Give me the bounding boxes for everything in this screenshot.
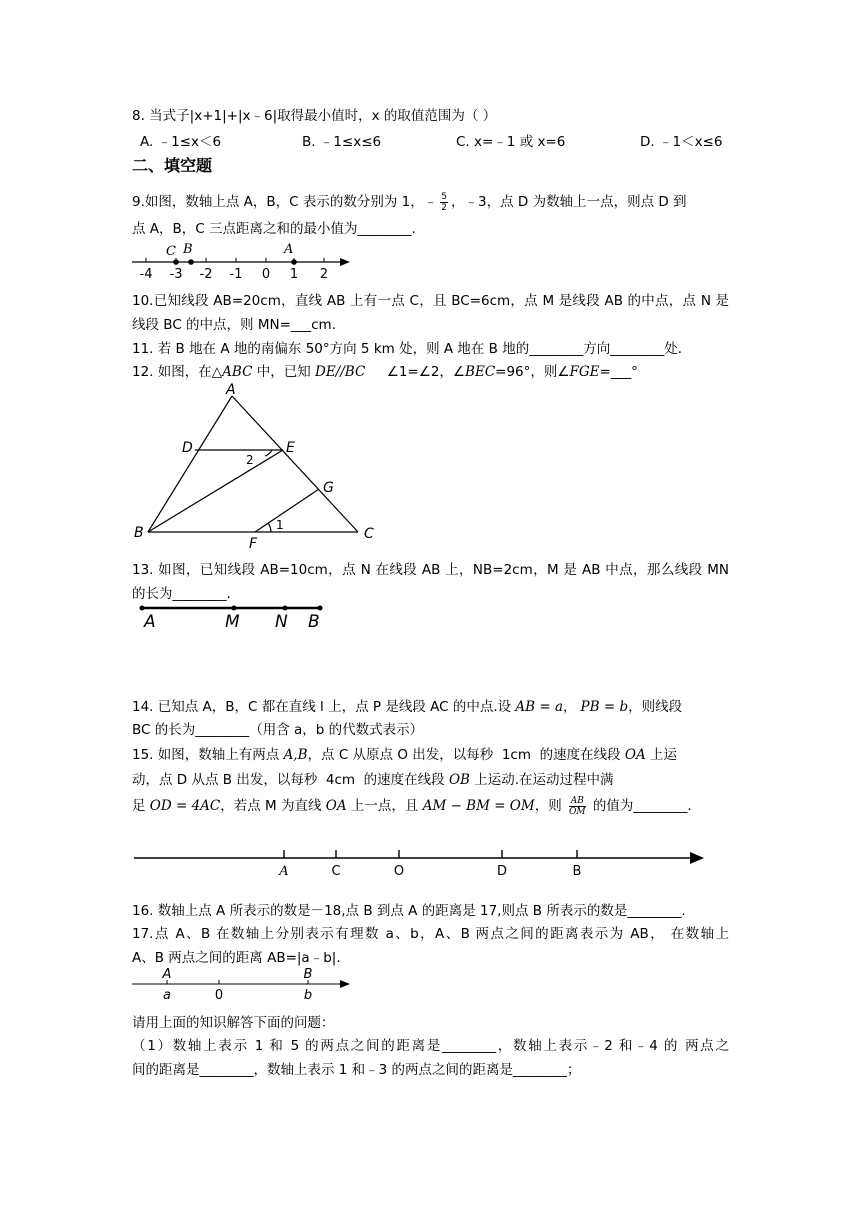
q12-label-e: E bbox=[286, 440, 295, 456]
q12-segment-fg bbox=[255, 489, 319, 532]
q11-line1: 11. 若 B 地在 A 地的南偏东 50°方向 5 km 处，则 A 地在 B 地的________方向________处. bbox=[132, 341, 683, 357]
q15-label-d: D bbox=[496, 864, 508, 879]
q17-line2: A、B 两点之间的距离 AB=|a﹣b|. bbox=[132, 950, 341, 966]
q14-math-ab: AB = a bbox=[515, 699, 564, 715]
q12-label-f: F bbox=[249, 536, 258, 552]
q9-tick-label: -1 bbox=[229, 267, 243, 282]
q14-text-1: 14. 已知点 A，B，C 都在直线 l 上，点 P 是线段 AC 的中点.设 bbox=[132, 699, 516, 715]
q12-label-a: A bbox=[226, 382, 236, 398]
q15-label-o: O bbox=[393, 864, 405, 879]
q9-text-b: ，﹣3，点 D 为数轴上一点，则点 D 到 bbox=[451, 194, 687, 210]
q15-label-b: B bbox=[572, 864, 582, 879]
q17-label-b-upper: B bbox=[303, 967, 313, 982]
q12-label-c: C bbox=[364, 526, 374, 542]
q17-line1: 17.点 A、B 在数轴上分别表示有理数 a、b，A、B 两点之间的距离表示为 AB， 在数轴上 bbox=[132, 926, 729, 942]
q15-axis-arrow bbox=[690, 852, 704, 864]
q9-label-b: B bbox=[183, 242, 193, 257]
q15-text-8: 上一点，且 bbox=[346, 798, 423, 814]
q8-option-b: B. ﹣1≤x≤6 bbox=[302, 134, 382, 150]
q15-math-ob: OB bbox=[448, 772, 470, 788]
q9-tick-label: -2 bbox=[199, 267, 213, 282]
q9-tick-label: 1 bbox=[289, 267, 299, 282]
q13-line2: 的长为________. bbox=[132, 586, 231, 602]
q15-text-1: 15. 如图，数轴上有两点 bbox=[132, 747, 284, 763]
q17-number-line-figure bbox=[130, 966, 360, 1006]
q15-number-line-figure bbox=[130, 835, 710, 881]
q13-segment-figure bbox=[130, 600, 330, 632]
q15-math-od: OD = 4AC bbox=[149, 798, 221, 814]
q17-sub1-line2: 间的距离是________，数轴上表示 1 和﹣3 的两点之间的距离是________； bbox=[132, 1062, 581, 1078]
q15-line3 bbox=[132, 794, 692, 817]
q9-tick-label: 2 bbox=[319, 267, 329, 282]
q15-text-10: 的值为________. bbox=[588, 798, 692, 814]
q13-point-a bbox=[140, 606, 145, 611]
q13-label-m: M bbox=[225, 612, 240, 632]
q12-label-angle1: 1 bbox=[276, 518, 284, 532]
q15-text-3: 上运 bbox=[645, 747, 677, 763]
q14-text-3: ，则线段 bbox=[628, 699, 683, 715]
q13-point-m bbox=[232, 606, 237, 611]
q9-tick-label: -3 bbox=[169, 267, 183, 282]
q13-line1: 13. 如图，已知线段 AB=10cm，点 N 在线段 AB 上，NB=2cm，M 是 AB 中点，那么线段 MN bbox=[132, 562, 729, 578]
q9-number-line-figure bbox=[128, 240, 358, 282]
q15-frac-den: OM bbox=[569, 806, 586, 817]
q15-math-ab: A,B bbox=[283, 747, 308, 763]
q14-line1 bbox=[132, 695, 682, 715]
q12-label-d: D bbox=[182, 440, 193, 456]
q12-text-5: =___° bbox=[599, 364, 638, 380]
q12-text-1: 12. 如图，在△ bbox=[132, 364, 223, 380]
q17-label-a-upper: A bbox=[162, 967, 172, 982]
q15-text-9: ，则 bbox=[534, 798, 566, 814]
q17-label-b-lower: b bbox=[303, 988, 313, 1003]
q17-sub1-line1: （1）数轴上表示 1 和 5 的两点之间的距离是________，数轴上表示﹣2 和﹣4 的 两点之 bbox=[132, 1038, 729, 1054]
q14-text-2: ， bbox=[563, 699, 577, 715]
q15-label-a: A bbox=[279, 864, 289, 879]
q9-label-a: A bbox=[284, 242, 294, 257]
q9-point-c-dot bbox=[173, 259, 179, 265]
q13-label-n: N bbox=[275, 612, 288, 632]
q15-math-am-bm: AM − BM = OM bbox=[422, 798, 535, 814]
q12-label-angle2: 2 bbox=[246, 453, 254, 467]
q15-fraction bbox=[569, 796, 586, 817]
q13-label-b: B bbox=[308, 612, 320, 632]
q9-point-a-dot bbox=[291, 259, 297, 265]
q12-label-g: G bbox=[323, 480, 334, 496]
q12-math-bec: BEC bbox=[465, 364, 496, 380]
q9-tick-label: 0 bbox=[261, 267, 271, 282]
q15-frac-num: AB bbox=[570, 795, 584, 806]
q15-line2 bbox=[132, 768, 614, 788]
q12-text-4: =96°，则∠ bbox=[495, 364, 570, 380]
q15-math-oa2: OA bbox=[325, 798, 347, 814]
q8-option-c: C. x=﹣1 或 x=6 bbox=[456, 134, 566, 150]
q8-option-d: D. ﹣1＜x≤6 bbox=[640, 134, 723, 150]
q15-text-5: 上运动.在运动过程中满 bbox=[469, 772, 614, 788]
q15-label-c: C bbox=[331, 864, 341, 879]
q12-math-de-bc: DE//BC bbox=[315, 364, 366, 380]
q9-frac-den: 2 bbox=[441, 202, 447, 213]
q9-line2: 点 A，B，C 三点距离之和的最小值为________. bbox=[132, 221, 416, 237]
q17-label-zero: 0 bbox=[214, 988, 224, 1003]
q15-text-2: ，点 C 从原点 O 出发，以每秒 1cm 的速度在线段 bbox=[307, 747, 625, 763]
q15-line1 bbox=[132, 743, 677, 763]
q12-text-2: 中，已知 bbox=[252, 364, 315, 380]
q12-segment-be bbox=[148, 450, 283, 532]
q9-axis-arrow bbox=[340, 258, 350, 266]
q9-tick-label: -4 bbox=[139, 267, 153, 282]
q13-point-n bbox=[283, 606, 288, 611]
q15-text-4: 动，点 D 从点 B 出发，以每秒 4cm 的速度在线段 bbox=[132, 772, 449, 788]
q12-text-3: ∠1=∠2，∠ bbox=[365, 364, 466, 380]
q14-math-pb: PB = b bbox=[580, 699, 629, 715]
q16-line1: 16. 数轴上点 A 所表示的数是－18,点 B 到点 A 的距离是 17,则点 B 所表示的数是________. bbox=[132, 903, 686, 919]
q12-line1 bbox=[132, 360, 638, 380]
q13-point-b bbox=[318, 606, 323, 611]
q17-label-a-lower: a bbox=[163, 988, 171, 1003]
section-title: 二、填空题 bbox=[132, 156, 213, 175]
q12-math-abc: ABC bbox=[222, 364, 253, 380]
q12-angle2-arc bbox=[265, 450, 272, 456]
q15-text-7: ，若点 M 为直线 bbox=[220, 798, 326, 814]
q8-option-a: A. ﹣1≤x＜6 bbox=[140, 134, 222, 150]
q9-fraction bbox=[440, 192, 448, 213]
q10-line1: 10.已知线段 AB=20cm，直线 AB 上有一点 C，且 BC=6cm，点 M 是线段 AB 的中点，点 N 是 bbox=[132, 293, 729, 309]
q15-math-oa: OA bbox=[624, 747, 646, 763]
q12-triangle-figure bbox=[128, 382, 388, 552]
q8-stem: 8. 当式子|x+1|+|x﹣6|取得最小值时，x 的取值范围为（ ） bbox=[132, 108, 497, 124]
q17-line3: 请用上面的知识解答下面的问题： bbox=[132, 1015, 335, 1031]
q15-text-6: 足 bbox=[132, 798, 150, 814]
q12-label-b: B bbox=[134, 525, 144, 541]
q17-axis-arrow bbox=[340, 980, 350, 988]
q9-line1 bbox=[132, 190, 729, 213]
q9-point-b-dot bbox=[188, 259, 194, 265]
q10-line2: 线段 BC 的中点，则 MN=___cm. bbox=[132, 317, 336, 333]
q9-text-a: 9.如图，数轴上点 A，B，C 表示的数分别为 1，﹣ bbox=[132, 194, 438, 210]
q12-side-ab bbox=[148, 396, 232, 532]
q12-angle1-arc bbox=[268, 523, 271, 532]
q12-math-fge: FGE bbox=[569, 364, 600, 380]
q13-label-a: A bbox=[144, 612, 156, 632]
q9-label-c: C bbox=[166, 244, 176, 259]
q9-frac-num: 5 bbox=[441, 191, 447, 202]
q14-line2: BC 的长为________（用含 a，b 的代数式表示） bbox=[132, 722, 424, 738]
